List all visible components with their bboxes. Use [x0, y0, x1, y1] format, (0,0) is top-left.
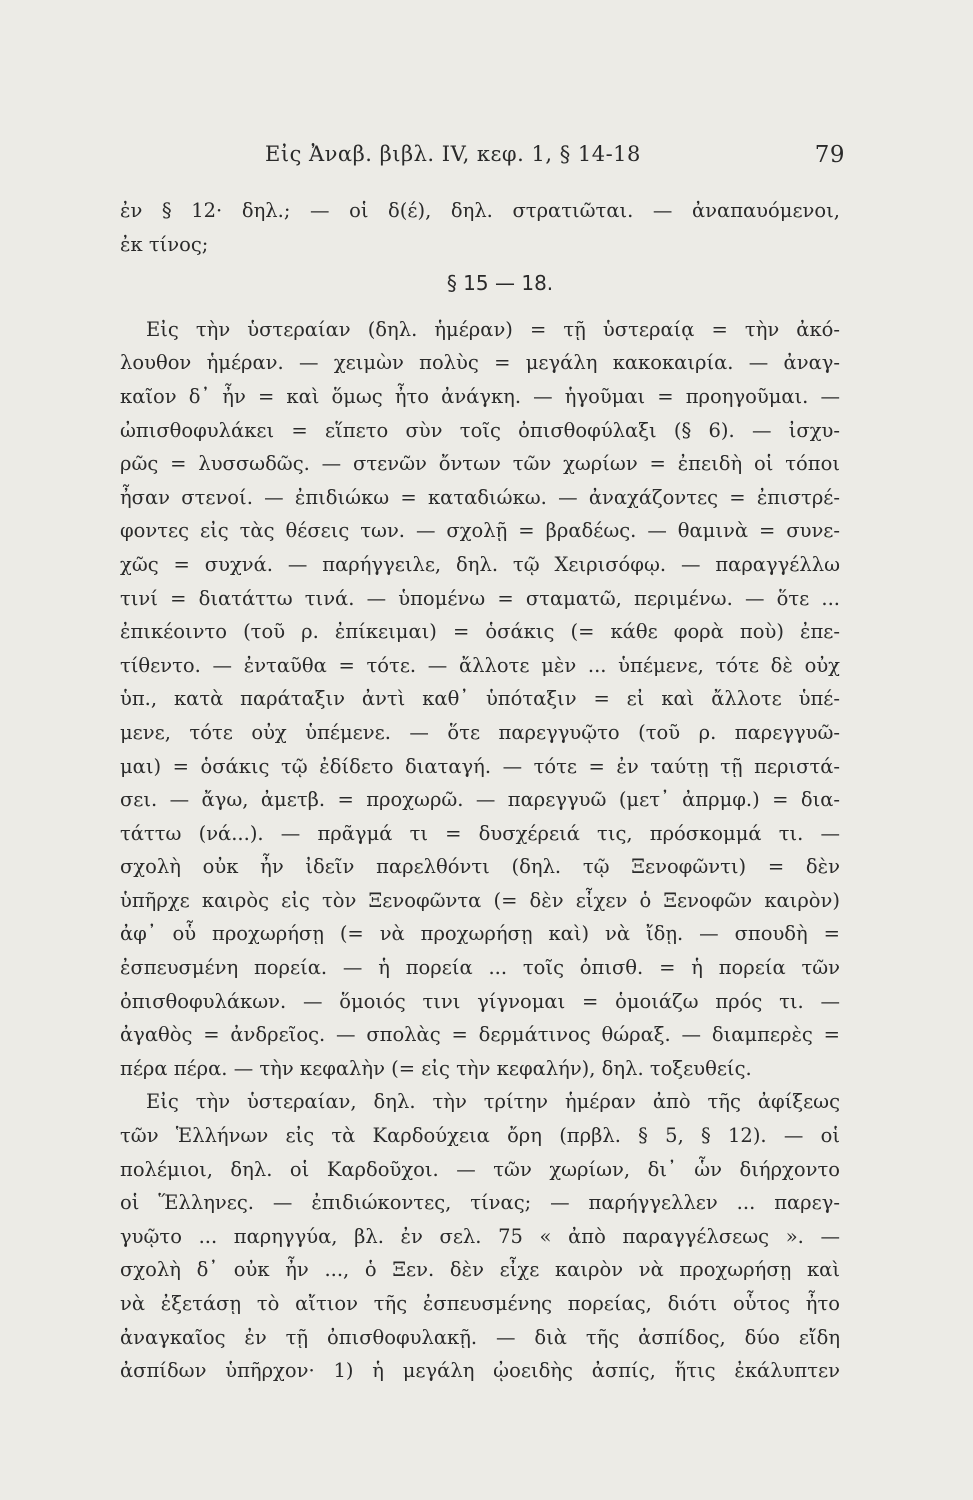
text-line: χῶς = συχνά. — παρήγγειλε, δηλ. τῷ Χειρισόφῳ. — παραγγέλλω: [120, 552, 840, 576]
text-line: ἀγαθὸς = ἀνδρεῖος. — σπολὰς = δερμάτινος θώραξ. — διαμπερὲς =: [120, 1023, 840, 1047]
text-line: πολέμιοι, δηλ. οἱ Καρδοῦχοι. — τῶν χωρίων, δι᾽ ὧν διήρχοντο: [120, 1157, 840, 1181]
text-line: ἦσαν στενοί. — ἐπιδιώκω = καταδιώκω. — ἀναχάζοντες = ἐπιστρέ-: [120, 485, 840, 509]
text-line: ἀφ᾽ οὗ προχωρήσῃ (= νὰ προχωρήσῃ καὶ) νὰ ἴδῃ. — σπουδὴ =: [120, 922, 840, 946]
text-line: ἐκ τίνος;: [120, 232, 209, 256]
text-line: ἐν § 12· δηλ.; — οἱ δ(έ), δηλ. στρατιῶται. — ἀναπαυόμενοι,: [120, 199, 840, 222]
text-line: πέρα πέρα. — τὴν κεφαλὴν (= εἰς τὴν κεφαλήν), δηλ. τοξευθείς.: [120, 1056, 752, 1080]
text-line: καῖον δ᾽ ἦν = καὶ ὅμως ἦτο ἀνάγκη. — ἡγοῦμαι = προηγοῦμαι. —: [120, 384, 840, 408]
text-line: σχολὴ οὐκ ἦν ἰδεῖν παρελθόντι (δηλ. τῷ Ξενοφῶντι) = δὲν: [120, 855, 840, 879]
text-line: ὑπῆρχε καιρὸς εἰς τὸν Ξενοφῶντα (= δὲν εἶχεν ὁ Ξενοφῶν καιρὸν): [120, 888, 840, 912]
text-line: τάττω (νά...). — πρᾶγμά τι = δυσχέρειά τις, πρόσκομμά τι. —: [120, 821, 840, 845]
text-line: οἱ Ἕλληνες. — ἐπιδιώκοντες, τίνας; — παρήγγελλεν ... παρεγ-: [120, 1191, 840, 1215]
text-line: μαι) = ὁσάκις τῷ ἐδίδετο διαταγή. — τότε = ἐν ταύτῃ τῇ περιστά-: [120, 754, 840, 778]
text-line: λουθον ἡμέραν. — χειμὼν πολὺς = μεγάλη κακοκαιρία. — ἀναγ-: [120, 351, 840, 375]
text-line: Εἰς τὴν ὑστεραίαν, δηλ. τὴν τρίτην ἡμέραν ἀπὸ τῆς ἀφίξεως: [146, 1090, 840, 1114]
text-line: Εἰς τὴν ὑστεραίαν (δηλ. ἡμέραν) = τῇ ὑστεραίᾳ = τὴν ἀκό-: [146, 317, 840, 341]
commentary-text: [120, 194, 840, 1388]
text-line: ἐσπευσμένη πορεία. — ἡ πορεία ... τοῖς ὀπισθ. = ἡ πορεία τῶν: [120, 956, 840, 980]
text-line: γυῷτο ... παρηγγύα, βλ. ἐν σελ. 75 « ἀπὸ παραγγέλσεως ». —: [120, 1224, 840, 1248]
text-line: σει. — ἄγω, ἀμετβ. = προχωρῶ. — παρεγγυῶ (μετ᾽ ἀπρμφ.) = δια-: [120, 788, 840, 812]
text-line: νὰ ἐξετάσῃ τὸ αἴτιον τῆς ἐσπευσμένης πορείας, διότι οὗτος ἦτο: [120, 1292, 840, 1315]
text-line: φοντες εἰς τὰς θέσεις των. — σχολῇ = βραδέως. — θαμινὰ = συνε-: [120, 519, 840, 543]
text-line: ὀπισθοφυλάκων. — ὅμοιός τινι γίγνομαι = ὁμοιάζω πρός τι. —: [120, 989, 840, 1013]
text-line: μενε, τότε οὐχ ὑπέμενε. — ὅτε παρεγγυῷτο (τοῦ ρ. παρεγγυῶ-: [120, 720, 840, 744]
text-line: ἀσπίδων ὑπῆρχον· 1) ἡ μεγάλη ᾠοειδὴς ἀσπίς, ἥτις ἐκάλυπτεν: [120, 1359, 840, 1383]
text-line: ὑπ., κατὰ παράταξιν ἀντὶ καθ᾽ ὑπόταξιν = εἰ καὶ ἄλλοτε ὑπέ-: [120, 687, 840, 711]
text-line: τινί = διατάττω τινά. — ὑπομένω = σταματῶ, περιμένω. — ὅτε ...: [120, 586, 840, 610]
text-line: ἐπικέοιντο (τοῦ ρ. ἐπίκειμαι) = ὁσάκις (= κάθε φορὰ ποὺ) ἐπε-: [120, 620, 840, 644]
text-line: τῶν Ἑλλήνων εἰς τὰ Καρδούχεια ὄρη (πρβλ. § 5, § 12). — οἱ: [120, 1124, 840, 1148]
page-header: [265, 142, 845, 178]
text-line: τίθεντο. — ἐνταῦθα = τότε. — ἄλλοτε μὲν ... ὑπέμενε, τότε δὲ οὐχ: [120, 653, 840, 677]
running-title: Εἰς Ἀναβ. βιβλ. IV, κεφ. 1, § 14-18: [265, 142, 641, 166]
text-line: ὠπισθοφυλάκει = εἵπετο σὺν τοῖς ὀπισθοφύλαξι (§ 6). — ἰσχυ-: [120, 418, 840, 442]
text-line: ρῶς = λυσσωδῶς. — στενῶν ὄντων τῶν χωρίων = ἐπειδὴ οἱ τόποι: [120, 452, 840, 476]
section-heading: § 15 — 18.: [446, 271, 554, 296]
text-line: ἀναγκαῖος ἐν τῇ ὀπισθοφυλακῇ. — διὰ τῆς ἀσπίδος, δύο εἴδη: [120, 1325, 840, 1349]
text-line: σχολὴ δ᾽ οὐκ ἦν ..., ὁ Ξεν. δὲν εἶχε καιρὸν νὰ προχωρήσῃ καὶ: [120, 1258, 840, 1282]
page-number: 79: [814, 142, 845, 168]
